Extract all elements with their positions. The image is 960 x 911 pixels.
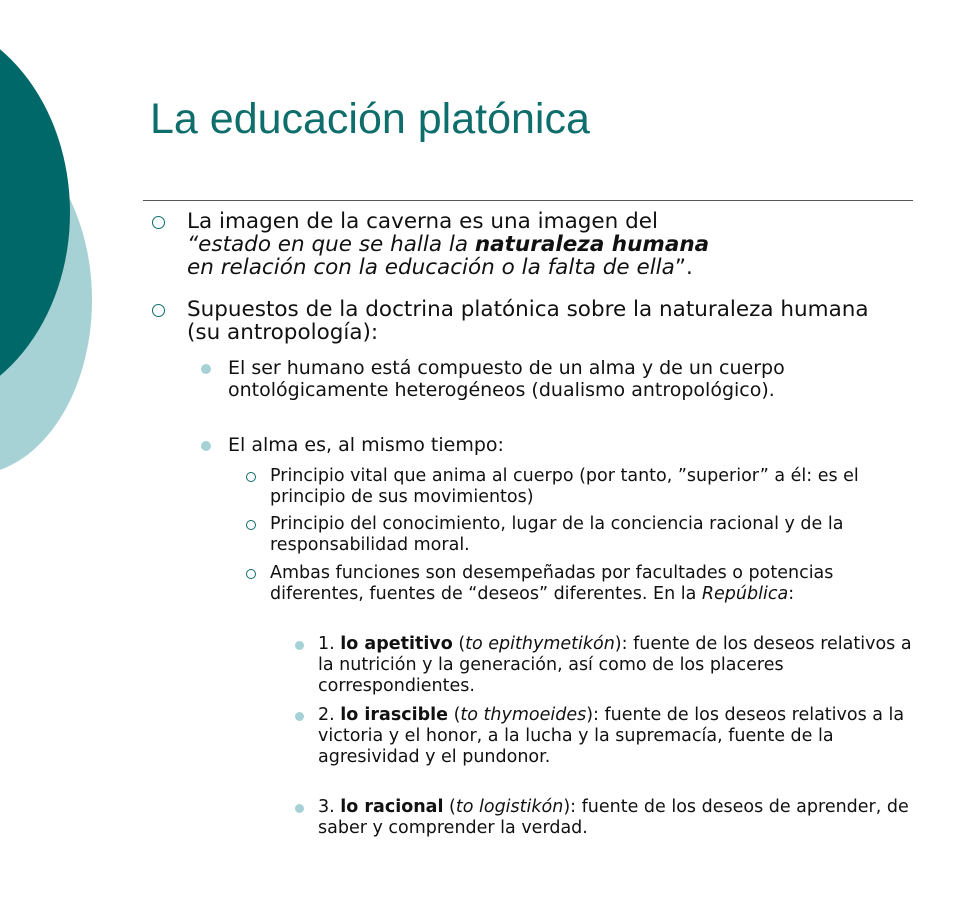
dot-bullet-icon xyxy=(201,441,211,451)
part-greek: to epithymetikón xyxy=(465,634,615,654)
part-name: lo apetitivo xyxy=(340,634,453,654)
part-description: ): fuente de los deseos relativos a la victoria y el honor, a la lucha y la supremacía, fuente de la agresividad y el pundonor. xyxy=(318,705,905,767)
facultades-colon: : xyxy=(788,584,795,604)
alma-text: El alma es, al mismo tiempo: xyxy=(228,434,504,456)
function-conocimiento xyxy=(270,514,910,556)
supuestos-text: Supuestos de la doctrina platónica sobre la naturaleza humana (su antropología): xyxy=(187,297,869,345)
sub-bullet-alma xyxy=(228,434,908,456)
part-name: lo irascible xyxy=(340,705,448,725)
function-vital-text: Principio vital que anima al cuerpo (por tanto, ”superior” a él: es el principio de sus movimientos) xyxy=(270,466,859,507)
dot-bullet-icon xyxy=(295,804,304,813)
caverna-quote-start: “estado en que se halla la xyxy=(187,232,475,257)
ring-bullet-icon xyxy=(152,304,165,317)
dot-bullet-icon xyxy=(201,364,211,374)
part-greek: to thymoeides xyxy=(460,705,587,725)
part-paren: ( xyxy=(452,634,466,654)
part-number: 2. xyxy=(318,705,341,725)
part-apetitivo xyxy=(318,634,918,697)
dot-bullet-icon xyxy=(295,712,304,721)
caverna-text-start: La imagen de la caverna es una imagen del xyxy=(187,209,658,234)
function-facultades xyxy=(270,563,910,605)
caverna-quote-end: en relación con la educación o la falta de ella xyxy=(187,255,675,280)
bullet-supuestos xyxy=(187,298,907,344)
part-name: lo racional xyxy=(340,797,444,817)
title-divider xyxy=(143,200,913,201)
republica-title: República xyxy=(701,584,789,604)
bullet-caverna xyxy=(187,210,907,279)
part-paren: ( xyxy=(443,797,456,817)
caverna-closing: ”. xyxy=(674,255,693,280)
sub-bullet-dualismo xyxy=(228,357,908,401)
ring-bullet-icon xyxy=(246,569,256,579)
part-irascible xyxy=(318,705,918,768)
part-description: ): fuente de los deseos de aprender, de saber y comprender la verdad. xyxy=(318,797,909,838)
ring-bullet-icon xyxy=(246,472,256,482)
facultades-text: Ambas funciones son desempeñadas por facultades o potencias diferentes, fuentes de “deseos” diferentes. En la xyxy=(270,563,834,604)
part-racional xyxy=(318,797,918,839)
ring-bullet-icon xyxy=(152,216,165,229)
dot-bullet-icon xyxy=(295,641,304,650)
slide-title: La educación platónica xyxy=(150,95,590,143)
part-number: 3. xyxy=(318,797,341,817)
ring-bullet-icon xyxy=(246,520,256,530)
caverna-emphasis: naturaleza humana xyxy=(474,232,710,257)
part-paren: ( xyxy=(448,705,461,725)
function-conocimiento-text: Principio del conocimiento, lugar de la conciencia racional y de la responsabilidad moral. xyxy=(270,514,844,555)
part-greek: to logistikón xyxy=(455,797,564,817)
decorative-circles xyxy=(0,0,140,911)
part-number: 1. xyxy=(318,634,341,654)
part-description: ): fuente de los deseos relativos a la nutrición y la generación, así como de los placeres correspondientes. xyxy=(318,634,912,696)
function-vital xyxy=(270,466,910,508)
dualismo-text: El ser humano está compuesto de un alma y de un cuerpo ontológicamente heterogéneos (dualismo antropológico). xyxy=(228,357,785,401)
